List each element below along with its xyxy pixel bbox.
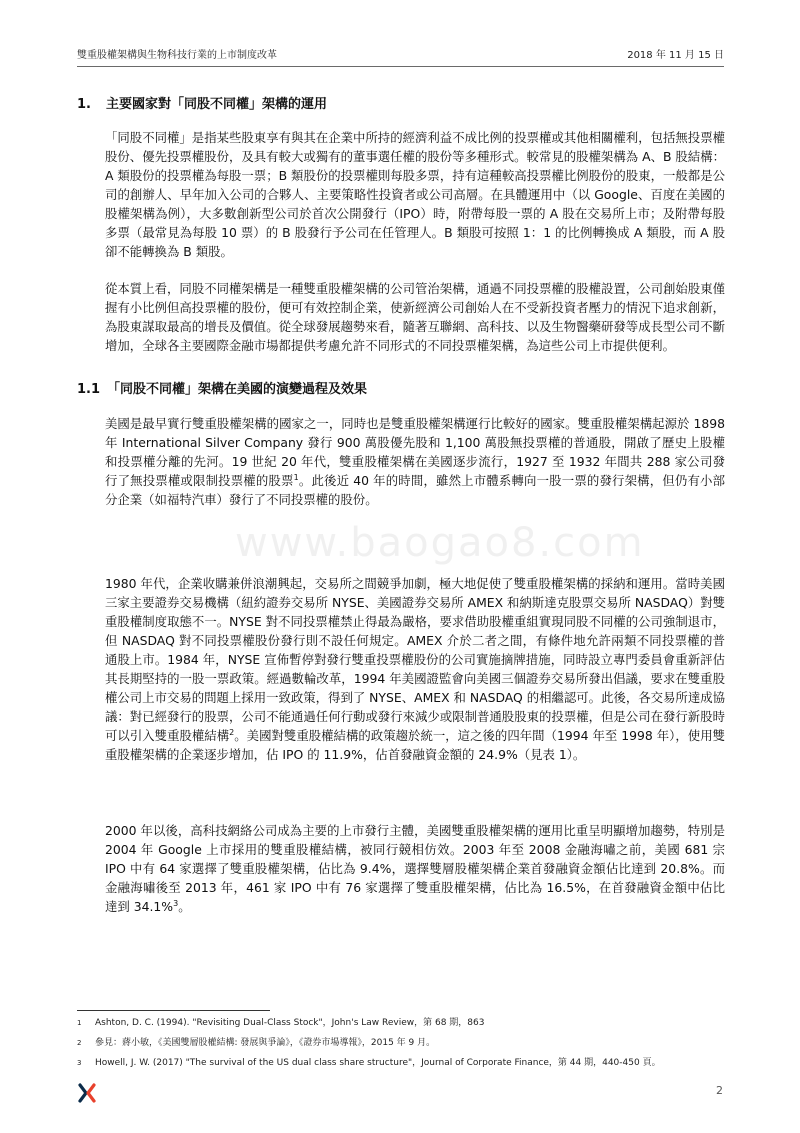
- hkex-x-logo-icon: [77, 1083, 97, 1103]
- footnote-text: 參見：蔣小敏，《美國雙層股權結構: 發展與爭論》，《證券市場導報》，2015 年 9 月。: [95, 1038, 436, 1048]
- footnote-ref-2[interactable]: 2: [229, 727, 235, 737]
- paragraph-5-text-b: 。: [178, 899, 191, 914]
- paragraph-2: 從本質上看，同股不同權架構是一種雙重股權架構的公司管治架構，通過不同投票權的股權設置，公司創始股東僅握有小比例但高投票權的股份，便可有效控制企業，使新經濟公司創始人在不受新投資者壓力的情況下追求創新，為股東謀取最高的增長及價值。從全球發展趨勢來看，隨著互聯網、高科技、以及生物醫藥研發等成長型公司不斷增加，全球各主要國際金融市場都提供考慮允許不同形式的不同投票權架構，為這些公司上市提供便利。: [105, 281, 725, 353]
- footnote-text: Howell, J. W. (2017) "The survival of the US dual class share structure"，Journal of Corporate Finance，第 44 期，440-450 頁。: [95, 1058, 661, 1068]
- paragraph-3-text-b: 。此後近 40 年的時間，雖然上市體系轉向一股一票的發行架構，但仍有小部分企業（如福特汽車）發行了不同投票權的股份。: [105, 473, 726, 507]
- section-title: 主要國家對「同股不同權」架構的運用: [106, 97, 328, 112]
- page-number: 2: [716, 1084, 723, 1097]
- paragraph-5: [105, 821, 725, 916]
- paragraph-3-text-a: 美國是最早實行雙重股權架構的國家之一，同時也是雙重股權架構運行比較好的國家。雙重股權架構起源於 1898 年 International Silver Company 發行 900 萬股優先股和 1,100 萬股無投票權的普通股，開啟了歷史上股權和投票權分離的先河。19 世紀 20 年代，雙重股權架構在美國逐步流行，1927 至 1932 年間共 288 家公司發行了無投票權或限制投票權的股票: [105, 416, 725, 488]
- footnote-ref-1[interactable]: 1: [293, 472, 299, 482]
- header-title: 雙重股權架構與生物科技行業的上市制度改革: [77, 50, 277, 61]
- paragraph-4: [105, 574, 725, 764]
- header-divider: [77, 66, 724, 67]
- footnote-number: 1: [77, 1019, 82, 1027]
- footnote: [77, 1017, 727, 1037]
- paragraph-4-text-b: 。美國對雙重股權結構的政策趨於統一，這之後的四年間（1994 年至 1998 年），使用雙重股權架構的企業逐步增加，佔 IPO 的 11.9%，佔首發融資金額的 24.9%（見表 1）。: [105, 728, 726, 762]
- paragraph-4-text-a: 1980 年代，企業收購兼併浪潮興起，交易所之間競爭加劇，極大地促使了雙重股權架構的採納和運用。當時美國三家主要證券交易機構（紐約證券交易所 NYSE、美國證券交易所 AMEX 和納斯達克股票交易所 NASDAQ）對雙重股權制度取態不一。NYSE 對不同投票權禁止得最為嚴格，要求借助股權重組實現同股不同權的公司強制退市，但 NASDAQ 對不同投票權股份發行則不設任何規定。AMEX 介於二者之間，有條件地允許兩類不同投票權的普通股上市。1984 年，NYSE 宣佈暫停對發行雙重投票權股份的公司實施摘牌措施，同時設立專門委員會重新評估其長期堅持的一股一票政策。經過數輪改革，1994 年美國證監會向美國三個證券交易所發出倡議，要求在雙重股權公司上市交易的問題上採用一致政策，得到了 NYSE、AMEX 和 NASDAQ 的相繼認可。此後，各交易所達成協議：對已經發行的股票，公司不能通過任何行動或發行來減少或限制普通股股東的投票權，但是公司在發行新股時可以引入雙重股權結構: [105, 576, 725, 743]
- paragraph-3: [105, 414, 725, 509]
- footnote-number: 2: [77, 1039, 82, 1047]
- section-number: 1.: [77, 97, 91, 112]
- section-heading-1-1: [77, 381, 367, 399]
- subsection-number: 1.1: [77, 382, 101, 397]
- watermark: www.baogao8.com: [235, 520, 645, 566]
- header-date: 2018 年 11 月 15 日: [627, 50, 724, 61]
- paragraph-5-text-a: 2000 年以後，高科技網絡公司成為主要的上市發行主體，美國雙重股權架構的運用比重呈明顯增加趨勢，特別是 2004 年 Google 上市採用的雙重股權結構，被同行競相仿效。2003 年至 2008 金融海嘯之前，美國 681 宗 IPO 中有 64 家選擇了雙重股權架構，佔比為 9.4%，選擇雙層股權架構企業首發融資金額佔比達到 20.8%。而金融海嘯後至 2013 年，461 家 IPO 中有 76 家選擇了雙重股權架構，佔比為 16.5%，在首發融資金額中佔比達到 34.1%: [105, 823, 725, 914]
- footnote: [77, 1037, 727, 1057]
- subsection-title: 「同股不同權」架構在美國的演變過程及效果: [107, 382, 368, 397]
- footnote-ref-3[interactable]: 3: [173, 898, 179, 908]
- footnote-divider: [77, 1010, 270, 1011]
- footnotes: [77, 1017, 727, 1077]
- footnote-text: Ashton, D. C. (1994). "Revisiting Dual-Class Stock"，John's Law Review，第 68 期，863: [95, 1018, 485, 1028]
- section-heading-1: [77, 96, 327, 114]
- footnote-number: 3: [77, 1059, 82, 1067]
- paragraph-1: 「同股不同權」是指某些股東享有與其在企業中所持的經濟利益不成比例的投票權或其他相關權利，包括無投票權股份、優先投票權股份，及具有較大或獨有的董事選任權的股份等多種形式。較常見的股權架構為 A、B 股結構：A 類股份的投票權為每股一票；B 類股份的投票權則每股多票，持有這種較高投票權比例股份的股東，一般都是公司的創辦人、早年加入公司的合夥人、主要策略性投資者或公司高層。在具體運用中（以 Google、百度在美國的股權架構為例），大多數創新型公司於首次公開發行（IPO）時，附帶每股一票的 A 股在交易所上市；及附帶每股多票（最常見為每股 10 票）的 B 股發行予公司在任管理人。B 類股可按照 1：1 的比例轉換成 A 類股，而 A 股卻不能轉換為 B 類股。: [105, 130, 725, 259]
- footnote: [77, 1057, 727, 1077]
